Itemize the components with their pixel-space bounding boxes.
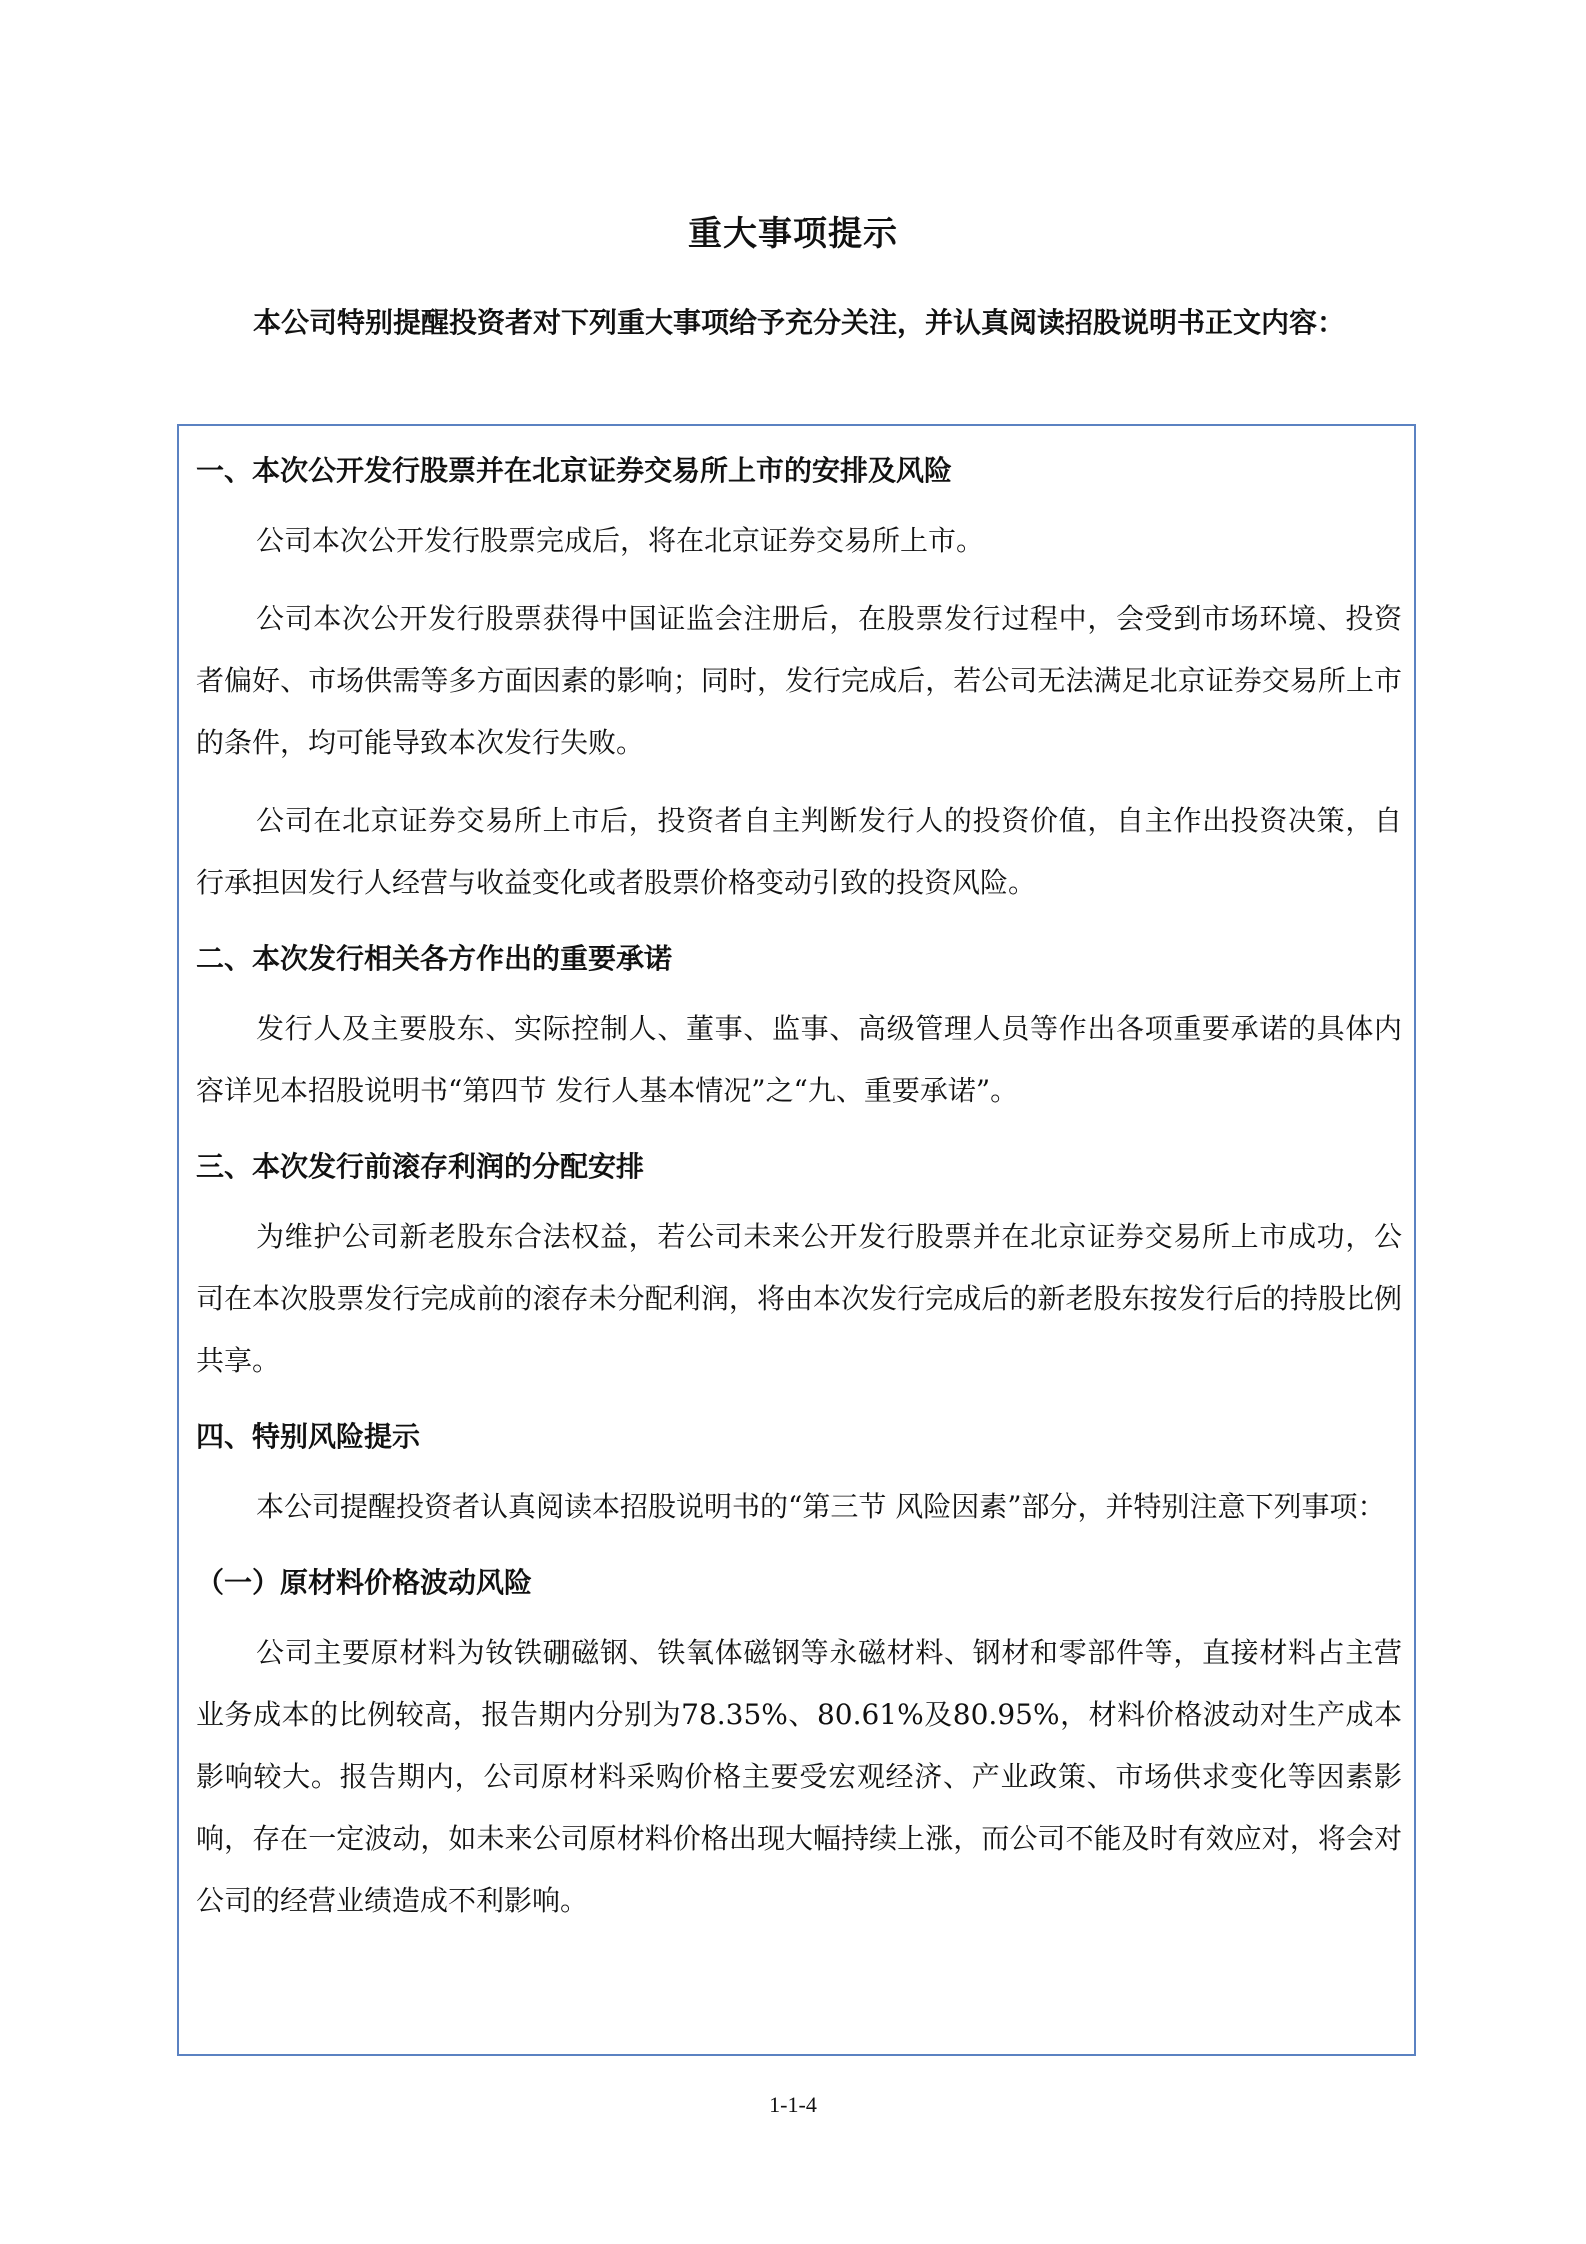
section-heading-3: 三、本次发行前滚存利润的分配安排 — [196, 1150, 645, 1183]
section-2-paragraph-1: 发行人及主要股东、实际控制人、董事、监事、高级管理人员等作出各项重要承诺的具体内容详见本招股说明书“第四节 发行人基本情况”之“九、重要承诺”。 — [196, 1012, 1402, 1107]
page-number: 1-1-4 — [769, 2092, 817, 2117]
intro-paragraph: 本公司特别提醒投资者对下列重大事项给予充分关注，并认真阅读招股说明书正文内容： — [253, 306, 1346, 339]
subsection-4-1-paragraph-1: 公司主要原材料为钕铁硼磁钢、铁氧体磁钢等永磁材料、钢材和零部件等，直接材料占主营业务成本的比例较高，报告期内分别为78.35%、80.61%及80.95%，材料价格波动对生产成本影响较大。报告期内，公司原材料采购价格主要受宏观经济、产业政策、市场供求变化等因素影响，存在一定波动，如未来公司原材料价格出现大幅持续上涨，而公司不能及时有效应对，将会对公司的经营业绩造成不利影响。 — [196, 1636, 1402, 1917]
section-1-paragraph-1: 公司本次公开发行股票完成后，将在北京证券交易所上市。 — [256, 524, 985, 557]
subsection-heading-4-1: （一）原材料价格波动风险 — [196, 1566, 533, 1599]
page-title: 重大事项提示 — [688, 214, 898, 254]
section-1-paragraph-3: 公司在北京证券交易所上市后，投资者自主判断发行人的投资价值，自主作出投资决策，自行承担因发行人经营与收益变化或者股票价格变动引致的投资风险。 — [196, 804, 1402, 899]
section-1-paragraph-2: 公司本次公开发行股票获得中国证监会注册后，在股票发行过程中，会受到市场环境、投资者偏好、市场供需等多方面因素的影响；同时，发行完成后，若公司无法满足北京证券交易所上市的条件，均可能导致本次发行失败。 — [196, 602, 1402, 759]
notice-box-content — [196, 440, 1402, 1940]
section-heading-1: 一、本次公开发行股票并在北京证券交易所上市的安排及风险 — [196, 454, 953, 487]
section-heading-4: 四、特别风险提示 — [196, 1420, 421, 1453]
section-3-paragraph-1: 为维护公司新老股东合法权益，若公司未来公开发行股票并在北京证券交易所上市成功，公司在本次股票发行完成前的滚存未分配利润，将由本次发行完成后的新老股东按发行后的持股比例共享。 — [196, 1220, 1402, 1377]
section-4-paragraph-1: 本公司提醒投资者认真阅读本招股说明书的“第三节 风险因素”部分，并特别注意下列事项： — [256, 1490, 1386, 1523]
notice-box — [177, 424, 1416, 2056]
section-heading-2: 二、本次发行相关各方作出的重要承诺 — [196, 942, 673, 975]
